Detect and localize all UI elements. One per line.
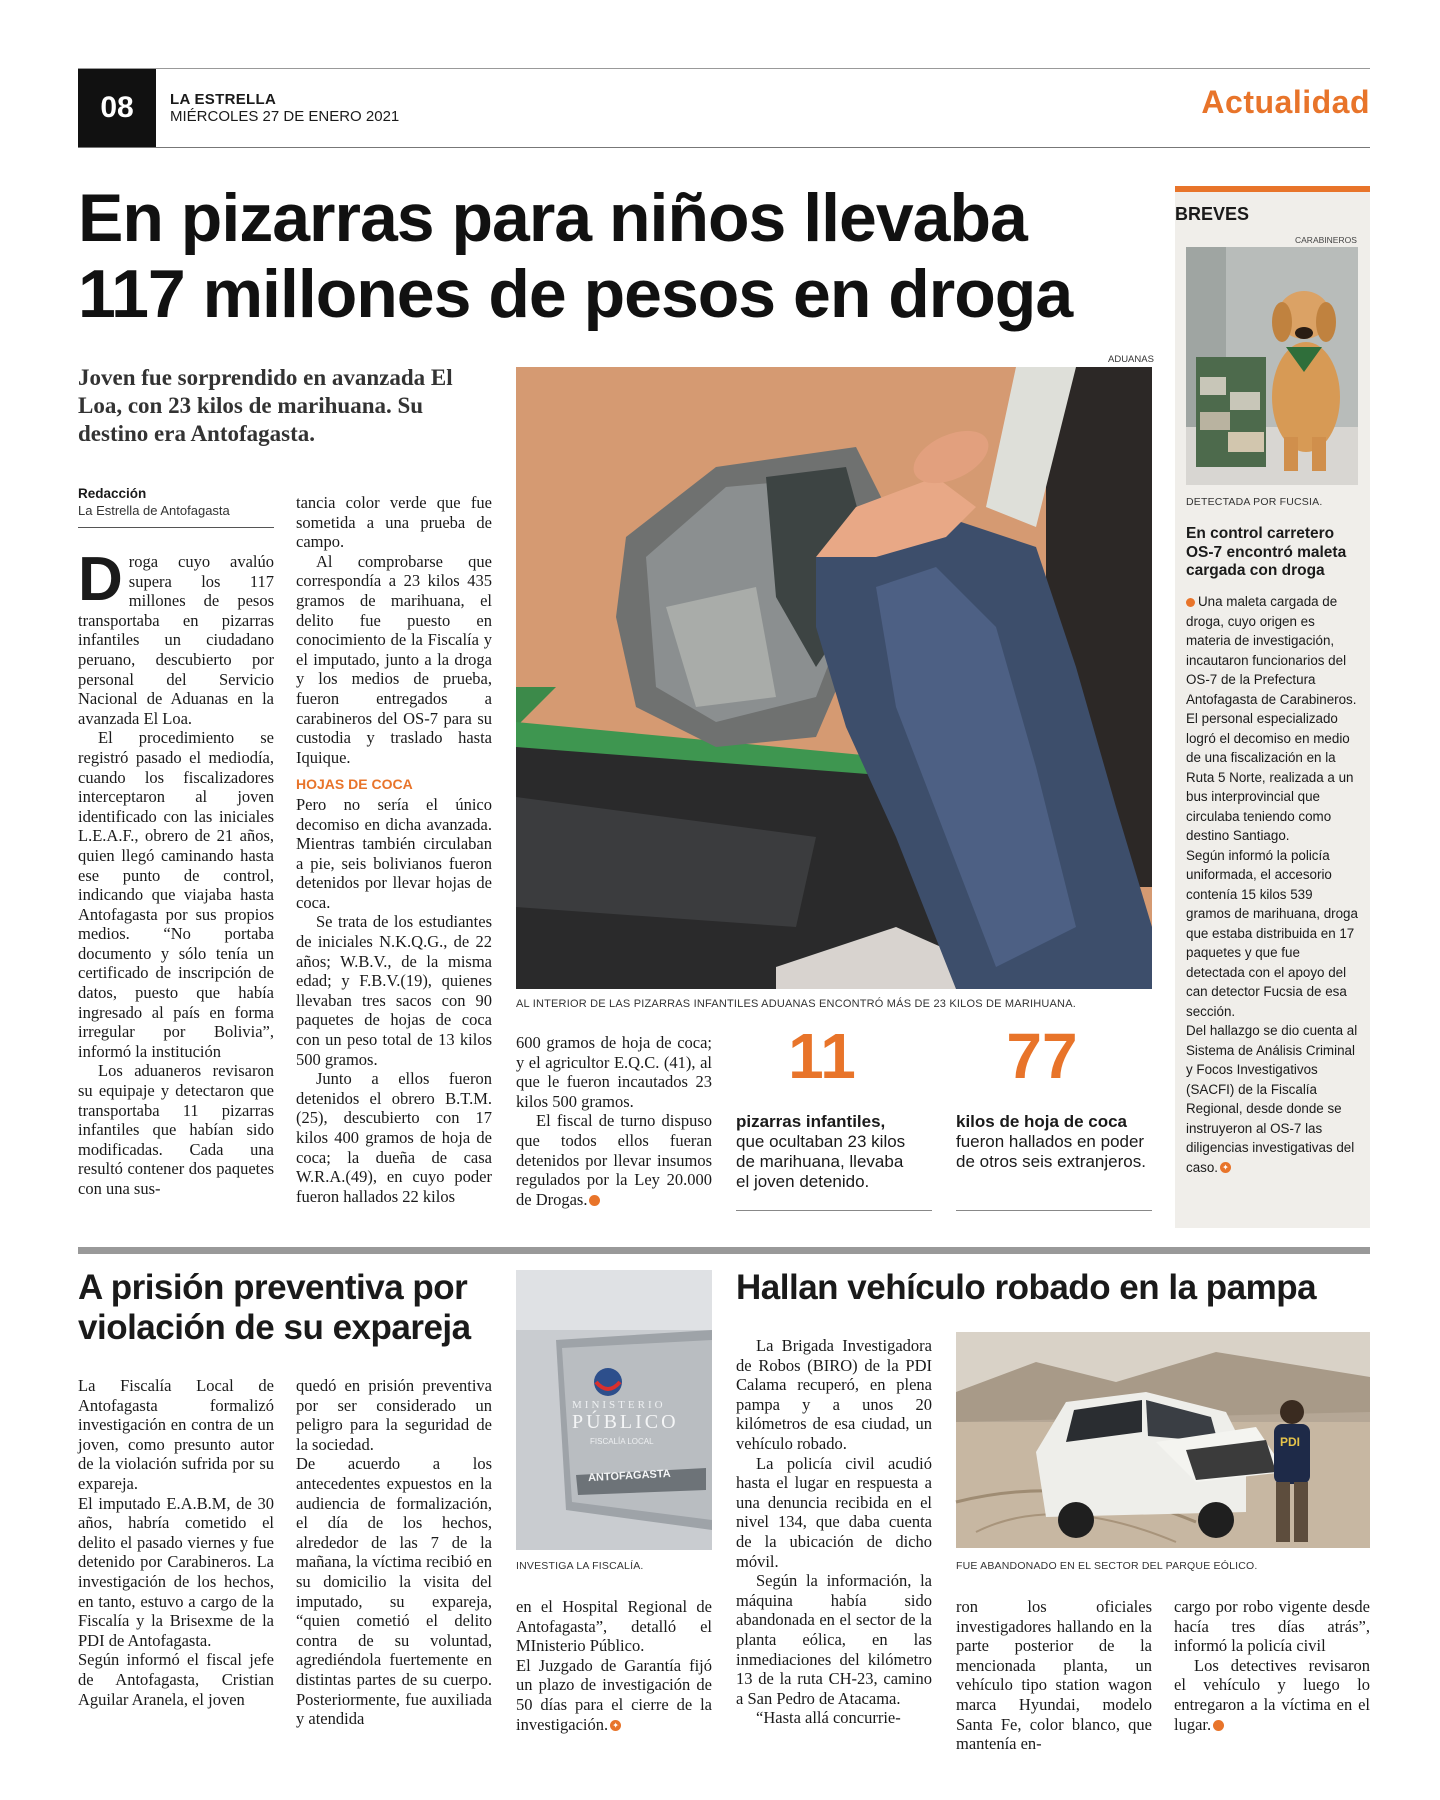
- story3-paragraph: Los detectives revisaron el vehículo y luego lo entregaron a la víctima en el lugar. ✦: [1174, 1655, 1370, 1734]
- story3-paragraph: La policía civil acudió hasta el lugar en respuesta a una denuncia recibida en el nivel 134, que daba cuenta de la ubicación de dicho móvil.: [736, 1453, 932, 1571]
- page-number: 08: [100, 91, 134, 124]
- main-story-column-2: [296, 493, 492, 1238]
- sign-text-fiscalia-local: FISCALÍA LOCAL: [590, 1437, 654, 1446]
- breves-paragraph: Según informó la policía uniformada, el accesorio contenía 15 kilos 539 gramos de marihuana, droga que estaba distribuida en 17 paquetes y que fue detectada con el apoyo del can detector Fucsia de esa sección.: [1186, 847, 1358, 1019]
- story3-paragraph: Según la información, la máquina había sido abandonada en el sector de la planta eólica, en las inmediaciones del kilómetro 13 de la ruta CH-23, camino a San Pedro de Atacama.: [736, 1571, 932, 1708]
- sign-text-antofagasta: ANTOFAGASTA: [587, 1467, 671, 1485]
- main-story-paragraph: 600 gramos de hoja de coca; y el agricultor E.Q.C. (41), al que le fueron incautados 23 kilos 500 gramos.: [516, 1033, 712, 1111]
- story2-column-3: [516, 1597, 712, 1742]
- breves-body: [1186, 592, 1358, 1177]
- story2-paragraph: El Juzgado de Garantía fijó un plazo de investigación de 50 días para el cierre de la investigación. ✦: [516, 1655, 712, 1734]
- story3-paragraph: ron los oficiales investigadores hallando en la parte posterior de la mencionada planta, un vehículo tipo station wagon marca Hyundai, modelo Santa Fe, color blanco, que mantenía en-: [956, 1597, 1152, 1754]
- main-dek: Joven fue sorprendido en avanzada El Loa, con 23 kilos de marihuana. Su destino era Antofagasta.: [78, 365, 453, 446]
- story2-photo-caption: INVESTIGA LA FISCALÍA.: [516, 1560, 644, 1572]
- breves-photo-credit: CARABINEROS: [1295, 235, 1357, 245]
- story3-paragraph: La Brigada Investigadora de Robos (BIRO) de la PDI Calama recuperó, en plena pampa y a unos 20 kilómetros de esa ciudad, un vehículo robado.: [736, 1336, 932, 1453]
- vest-label-pdi: PDI: [1280, 1435, 1301, 1449]
- bullet-icon: [1186, 598, 1195, 607]
- end-mark-icon: ✦: [610, 1720, 621, 1731]
- stat-number-11: 11: [788, 1020, 856, 1092]
- story2-paragraph: Según informó el fiscal jefe de Antofagasta, Cristian Aguilar Aranela, el joven: [78, 1650, 274, 1709]
- main-story-paragraph: Droga cuyo avalúo supera los 117 millones de pesos transportaba en pizarras infantiles un ciudadano peruano, descubierto por personal del Servicio Nacional de Aduanas en la avanzada El Loa.: [78, 545, 274, 728]
- end-mark-icon: ✦: [589, 1195, 600, 1206]
- story2-headline: A prisión preventiva por violación de su expareja: [78, 1268, 471, 1347]
- breves-headline: En control carretero OS-7 encontró maleta cargada con droga: [1186, 525, 1347, 579]
- main-story-column-3: [516, 1033, 712, 1238]
- main-story-paragraph: Se trata de los estudiantes de iniciales N.K.Q.G., de 22 años; W.B.V., de la misma edad; y F.B.V.(19), quienes llevaban tres sacos con 90 paquetes de hojas de coca con un peso total de 13 kilos 500 gramos.: [296, 912, 492, 1069]
- breves-paragraph: Una maleta cargada de droga, cuyo origen es materia de investigación, incautaron funcionarios del OS-7 de la Prefectura Antofagasta de Carabineros.: [1186, 594, 1357, 707]
- main-headline: [78, 180, 1158, 332]
- story3-headline: Hallan vehículo robado en la pampa: [736, 1268, 1317, 1307]
- story3-paragraph: cargo por robo vigente desde hacía tres días atrás”, informó la policía civil: [1174, 1597, 1370, 1656]
- main-story-paragraph: tancia color verde que fue sometida a una prueba de campo.: [296, 493, 492, 552]
- main-story-paragraph: Los aduaneros revisaron su equipaje y detectaron que transportaba 11 pizarras infantiles que habían sido modificadas. Cada una resultó contener dos paquetes con una sus-: [78, 1061, 274, 1198]
- byline-org: La Estrella de Antofagasta: [78, 503, 230, 518]
- publication-date: MIÉRCOLES 27 DE ENERO 2021: [170, 108, 400, 125]
- story2-column-2: [296, 1376, 492, 1741]
- stat-text-77: kilos de hoja de coca fueron hallados en poder de otros seis extranjeros.: [956, 1112, 1146, 1171]
- main-story-paragraph: Junto a ellos fueron detenidos el obrero B.T.M. (25), descubierto con 17 kilos 400 gramos de hoja de coca; la dueña de casa W.R.A.(49), en cuyo poder fueron hallados 22 kilos: [296, 1069, 492, 1206]
- story2-column-1: [78, 1376, 274, 1741]
- main-photo-credit: ADUANAS: [1108, 354, 1154, 365]
- story3-column-2: [956, 1597, 1152, 1754]
- end-mark-icon: ✦: [1220, 1162, 1231, 1173]
- story2-paragraph: quedó en prisión preventiva por ser considerado un peligro para la seguridad de la sociedad.: [296, 1376, 492, 1454]
- sign-text-ministerio: MINISTERIO: [572, 1399, 666, 1411]
- drop-cap: D: [78, 545, 123, 614]
- publication-name: LA ESTRELLA: [170, 91, 277, 108]
- story3-paragraph: “Hasta allá concurrie-: [756, 1708, 901, 1728]
- story3-column-3: [1174, 1597, 1370, 1742]
- main-story-column-1: [78, 545, 274, 1237]
- dog-photo-illustration: [1186, 247, 1358, 485]
- breves-photo-dog: [1186, 247, 1358, 485]
- breves-photo-caption: DETECTADA POR FUCSIA.: [1186, 496, 1323, 508]
- main-headline-line2: 117 millones de pesos en droga: [78, 256, 1073, 332]
- stat-text-11: pizarras infantiles, que ocultaban 23 kilos de marihuana, llevaba el joven detenido.: [736, 1112, 906, 1191]
- byline-name: Redacción: [78, 486, 147, 501]
- breves-label: BREVES: [1175, 204, 1250, 224]
- story3-photo-caption: FUE ABANDONADO EN EL SECTOR DEL PARQUE EÓLICO.: [956, 1560, 1258, 1572]
- story2-paragraph: De acuerdo a los antecedentes expuestos en la audiencia de formalización, el día de los hechos, alrededor de las 7 de la mañana, la víctima recibió en su domicilio la visita del imputado, su expareja, “quien cometió el delito contra de su voluntad, agrediéndola fuertemente en distintas partes de su cuerpo. Posteriormente, fue auxiliada y atendida: [296, 1454, 492, 1729]
- subhead-hojas-de-coca: HOJAS DE COCA: [296, 776, 413, 793]
- end-mark-icon: ✦: [1213, 1720, 1224, 1731]
- main-photo-drugs-in-slate: [516, 367, 1152, 989]
- story2-paragraph: El imputado E.A.B.M, de 30 años, habría cometido el delito el pasado viernes y fue detenido por Carabineros. La investigación de los hechos, en tanto, estuvo a cargo de la Fiscalía y la Brisexme de la PDI de Antofagasta.: [78, 1493, 274, 1650]
- page-number-box: [78, 69, 156, 147]
- main-photo-caption: AL INTERIOR DE LAS PIZARRAS INFANTILES ADUANAS ENCONTRÓ MÁS DE 23 KILOS DE MARIHUANA.: [516, 998, 1076, 1010]
- main-photo-illustration: [516, 367, 1152, 989]
- main-story-paragraph: El procedimiento se registró pasado el mediodía, cuando los fiscalizadores interceptaron al joven identificado con las iniciales L.E.A.F., obrero de 21 años, quien llegó caminando hasta ese punto de control, indicando que viajaba hasta Antofagasta por sus propios medios. “No portaba documento y sólo tenía un certificado de inscripción de datos, puesto que había ingresado al país en forma irregular por Bolivia”, informó la institución: [78, 728, 274, 1061]
- section-label: Actualidad: [1201, 84, 1370, 120]
- story2-paragraph: en el Hospital Regional de Antofagasta”, detalló el MInisterio Público.: [516, 1597, 712, 1656]
- story2-paragraph: La Fiscalía Local de Antofagasta formalizó investigación en contra de un joven, como presunto autor de la violación sufrida por su expareja.: [78, 1376, 274, 1493]
- main-headline-line1: En pizarras para niños llevaba: [78, 180, 1027, 256]
- main-story-paragraph: El fiscal de turno dispuso que todos ellos fueran detenidos por llevar insumos regulados por la Ley 20.000 de Drogas. ✦: [516, 1111, 712, 1209]
- story3-photo-stolen-vehicle: [956, 1332, 1370, 1548]
- vehicle-photo-illustration: [956, 1332, 1370, 1548]
- section-divider: [78, 1247, 1370, 1254]
- story3-column-1: [736, 1336, 932, 1741]
- stat-number-77: 77: [1006, 1020, 1078, 1092]
- main-story-paragraph: Pero no sería el único decomiso en dicha avanzada. Mientras también circulaban a pie, seis bolivianos fueron detenidos por llevar hojas de coca.: [296, 794, 492, 912]
- main-story-paragraph: Al comprobarse que correspondía a 23 kilos 435 gramos de marihuana, el delito fue puesto en conocimiento de la Fiscalía y el imputado, junto a la droga y los medios de prueba, fueron entregados a carabineros del OS-7 para su custodia y traslado hasta Iquique.: [296, 551, 492, 767]
- sign-text-publico: PÚBLICO: [572, 1411, 679, 1433]
- breves-paragraph: Del hallazgo se dio cuenta al Sistema de Análisis Criminal y Focos Investigativos (SACFI) de la Fiscalía Regional, desde donde se instruyeron al OS-7 las diligencias investigativas del caso. ✦: [1186, 1023, 1358, 1175]
- breves-paragraph: El personal especializado logró el decomiso en medio de una fiscalización en la Ruta 5 Norte, realizada a un bus interprovincial que circulaba teniendo como destino Santiago.: [1186, 711, 1354, 843]
